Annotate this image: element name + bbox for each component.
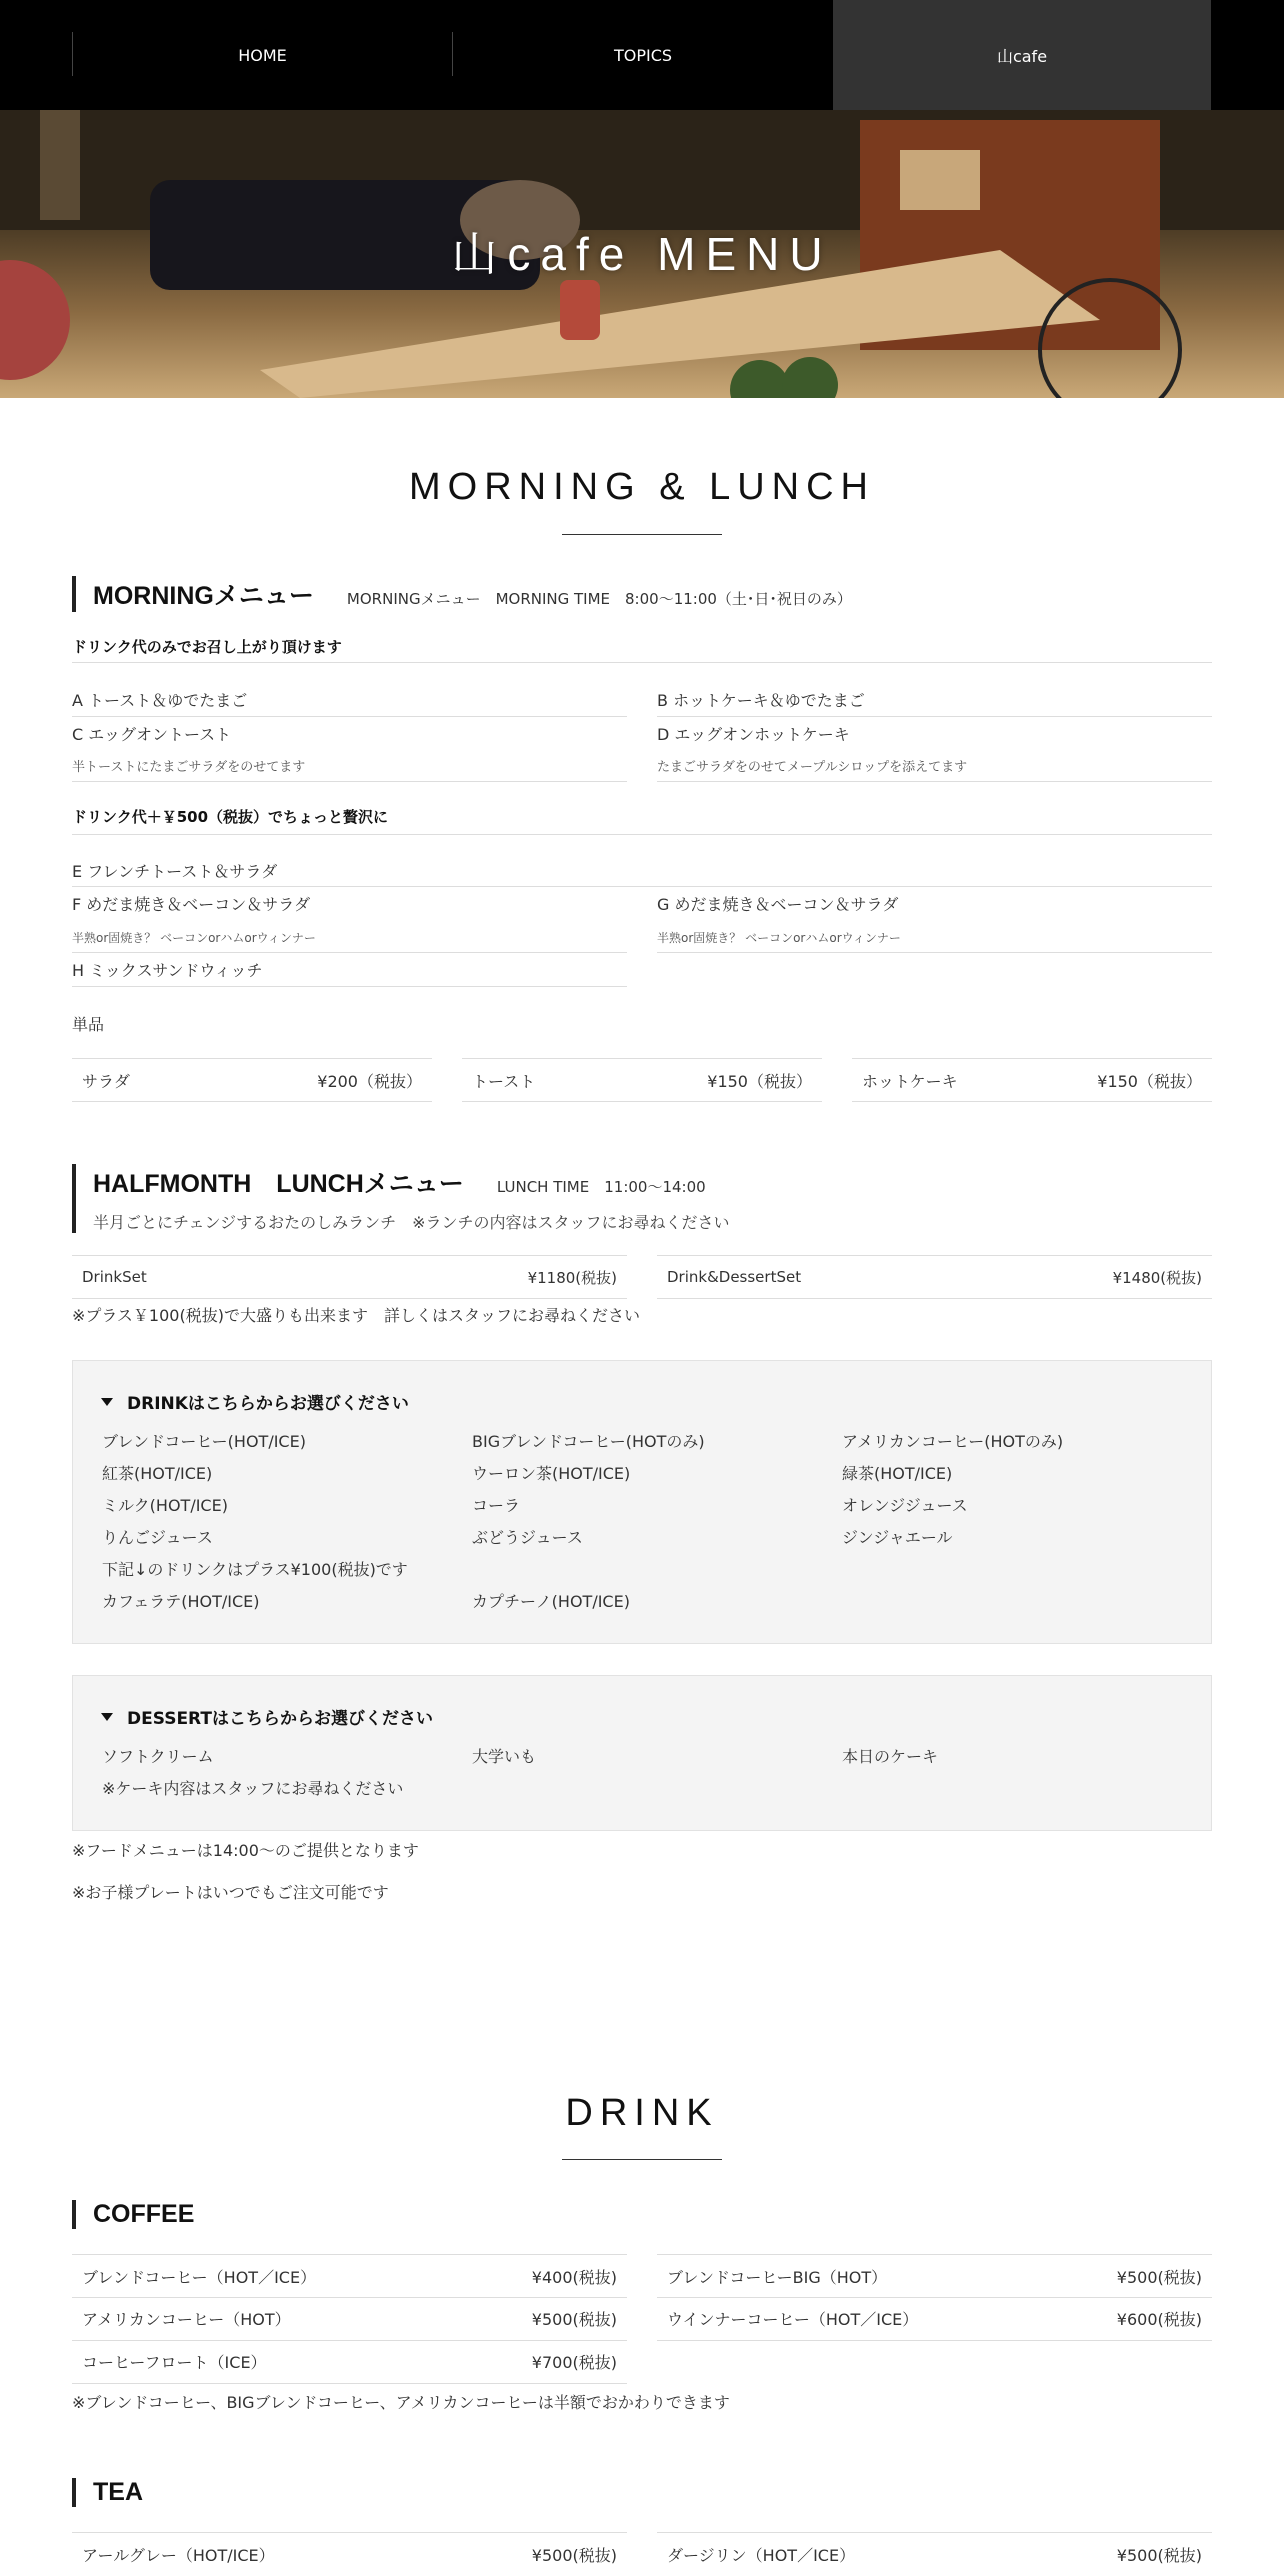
menu-item-g: G めだま焼き＆ベーコン＆サラダ <box>657 895 899 914</box>
item-name: サラダ <box>82 1071 130 1091</box>
item-price: ¥500(税抜) <box>1116 2545 1202 2565</box>
drink-option: ぶどうジュース <box>472 1528 583 1547</box>
caret-down-icon <box>101 1713 113 1721</box>
item-name: Drink&DessertSet <box>667 1268 802 1286</box>
coffee-item <box>657 2297 1212 2341</box>
item-name: ブレンドコーヒー（HOT／ICE） <box>82 2267 317 2287</box>
morning-time-note: MORNINGメニュー MORNING TIME 8:00〜11:00（土･日･祝日のみ） <box>346 590 852 608</box>
divider <box>657 952 1212 953</box>
menu-item-c-note: 半トーストにたまごサラダをのせてます <box>72 760 306 775</box>
item-price: ¥400(税抜) <box>531 2267 617 2287</box>
title-underline <box>562 2159 722 2160</box>
drink-option: 紅茶(HOT/ICE) <box>102 1464 213 1483</box>
item-price: ¥1180(税抜) <box>527 1268 617 1287</box>
dessert-option: 本日のケーキ <box>842 1747 939 1766</box>
hero-banner <box>0 110 1284 398</box>
top-nav <box>0 0 1284 110</box>
divider <box>72 716 627 717</box>
lunch-heading <box>72 1164 730 1233</box>
morning-heading-text: MORNINGメニュー <box>93 582 314 610</box>
item-name: アメリカンコーヒー（HOT） <box>82 2310 291 2329</box>
coffee-item <box>72 2340 627 2384</box>
lunch-set-drink-dessert <box>657 1255 1212 1299</box>
item-name: ウインナーコーヒー（HOT／ICE） <box>667 2310 919 2329</box>
coffee-item <box>72 2254 627 2298</box>
drink-option: ブレンドコーヒー(HOT/ICE) <box>102 1432 306 1451</box>
morning-group1-label: ドリンク代のみでお召し上がり頂けます <box>72 638 342 656</box>
singles-label: 単品 <box>72 1015 105 1034</box>
food-time-note: ※フードメニューは14:00〜のご提供となります <box>72 1841 419 1860</box>
menu-item-a: A トースト＆ゆでたまご <box>72 691 248 710</box>
single-item-hotcake <box>852 1058 1212 1102</box>
divider <box>72 886 1212 887</box>
morning-heading <box>72 576 852 612</box>
tea-item <box>72 2532 627 2568</box>
nav-item-home[interactable]: HOME <box>238 45 287 65</box>
dessert-option: ソフトクリーム <box>102 1747 214 1766</box>
menu-item-g-note: 半熟or固焼き？ ベーコンorハムorウィンナー <box>657 931 901 945</box>
item-price: ¥1480(税抜) <box>1112 1268 1202 1287</box>
drink-panel-toggle[interactable] <box>101 1389 409 1414</box>
menu-item-f-note: 半熟or固焼き？ ベーコンorハムorウィンナー <box>72 931 316 945</box>
menu-item-h: H ミックスサンドウィッチ <box>72 961 263 980</box>
drink-option: コーラ <box>472 1496 521 1515</box>
item-name: ダージリン（HOT／ICE） <box>667 2545 856 2565</box>
lunch-heading-text: HALFMONTH LUNCHメニュー <box>93 1170 464 1198</box>
divider <box>657 716 1212 717</box>
single-item-salad <box>72 1058 432 1102</box>
item-name: ブレンドコーヒーBIG（HOT） <box>667 2267 888 2287</box>
morning-group2-label: ドリンク代＋￥500（税抜）でちょっと贅沢に <box>72 808 389 826</box>
caret-down-icon <box>101 1398 113 1406</box>
nav-item-yamacafe[interactable]: 山cafe <box>833 0 1211 110</box>
title-underline <box>562 534 722 535</box>
lunch-set-drink <box>72 1255 627 1299</box>
lunch-plus-note: ※プラス￥100(税抜)で大盛りも出来ます 詳しくはスタッフにお尋ねください <box>72 1306 640 1325</box>
drink-option: ミルク(HOT/ICE) <box>102 1496 228 1515</box>
drink-panel-title: DRINKはこちらからお選びください <box>127 1394 409 1414</box>
divider <box>72 662 1212 663</box>
drink-extra-note: 下記↓のドリンクはプラス¥100(税抜)です <box>102 1560 408 1579</box>
coffee-item <box>72 2297 627 2341</box>
dessert-option: 大学いも <box>472 1747 537 1766</box>
drink-option: アメリカンコーヒー(HOTのみ) <box>842 1432 1064 1451</box>
divider <box>72 781 627 782</box>
item-name: ホットケーキ <box>862 1071 958 1091</box>
divider <box>72 952 627 953</box>
tea-item <box>657 2532 1212 2568</box>
item-price: ¥500(税抜) <box>531 2545 617 2565</box>
tea-heading <box>72 2478 143 2507</box>
item-name: アールグレー（HOT/ICE） <box>82 2545 275 2565</box>
menu-item-f: F めだま焼き＆ベーコン＆サラダ <box>72 895 311 914</box>
nav-item-topics[interactable]: TOPICS <box>613 45 673 65</box>
dessert-panel-toggle[interactable] <box>101 1704 433 1729</box>
coffee-item <box>657 2254 1212 2298</box>
menu-item-d: D エッグオンホットケーキ <box>657 725 850 744</box>
lunch-description: 半月ごとにチェンジするおたのしみランチ ※ランチの内容はスタッフにお尋ねください <box>93 1213 730 1232</box>
divider <box>72 834 1212 835</box>
coffee-heading-text: COFFEE <box>93 2200 195 2228</box>
drink-option: カプチーノ(HOT/ICE) <box>472 1592 630 1611</box>
drink-option: オレンジジュース <box>842 1496 968 1515</box>
single-item-toast <box>462 1058 822 1102</box>
dessert-choice-panel <box>72 1675 1212 1831</box>
coffee-refill-note: ※ブレンドコーヒー、BIGブレンドコーヒー、アメリカンコーヒーは半額でおかわりできます <box>72 2393 730 2412</box>
item-price: ¥200（税抜） <box>317 1071 422 1091</box>
menu-item-e: E フレンチトースト＆サラダ <box>72 862 278 881</box>
item-price: ¥500(税抜) <box>1116 2267 1202 2287</box>
menu-item-b: B ホットケーキ＆ゆでたまご <box>657 691 865 710</box>
drink-option: ウーロン茶(HOT/ICE) <box>472 1464 631 1483</box>
divider <box>657 781 1212 782</box>
item-price: ¥500(税抜) <box>531 2310 617 2329</box>
item-name: トースト <box>472 1071 536 1091</box>
drink-option: BIGブレンドコーヒー(HOTのみ) <box>472 1432 705 1451</box>
divider <box>72 986 627 987</box>
lunch-time-note: LUNCH TIME 11:00〜14:00 <box>496 1178 706 1196</box>
menu-item-c: C エッグオントースト <box>72 725 232 744</box>
dessert-note: ※ケーキ内容はスタッフにお尋ねください <box>102 1779 404 1798</box>
coffee-heading <box>72 2200 194 2229</box>
section-title-drink: DRINK <box>565 2092 719 2134</box>
menu-item-d-note: たまごサラダをのせてメープルシロップを添えてます <box>657 760 968 775</box>
section-title-morning-lunch: MORNING & LUNCH <box>408 466 876 508</box>
drink-option: りんごジュース <box>102 1528 213 1547</box>
drink-option: ジンジャエール <box>842 1528 953 1547</box>
hero-title: 山cafe MENU <box>451 228 833 280</box>
item-name: コーヒーフロート（ICE） <box>82 2353 267 2372</box>
item-name: DrinkSet <box>82 1268 147 1286</box>
item-price: ¥700(税抜) <box>531 2353 617 2372</box>
item-price: ¥150（税抜） <box>707 1071 812 1091</box>
item-price: ¥150（税抜） <box>1097 1071 1202 1091</box>
dessert-panel-title: DESSERTはこちらからお選びください <box>127 1709 433 1729</box>
drink-option: 緑茶(HOT/ICE) <box>842 1464 953 1483</box>
kids-plate-note: ※お子様プレートはいつでもご注文可能です <box>72 1883 389 1902</box>
tea-heading-text: TEA <box>93 2478 143 2506</box>
drink-choice-panel <box>72 1360 1212 1644</box>
drink-option: カフェラテ(HOT/ICE) <box>102 1592 260 1611</box>
item-price: ¥600(税抜) <box>1116 2310 1202 2329</box>
